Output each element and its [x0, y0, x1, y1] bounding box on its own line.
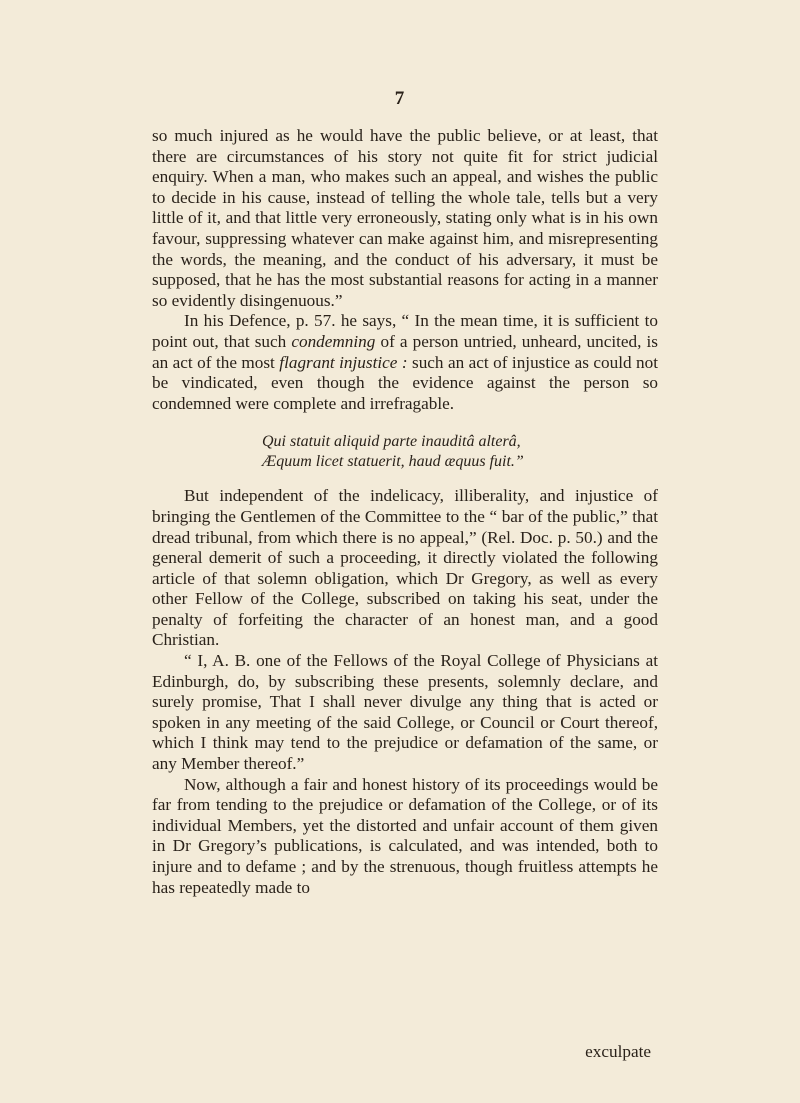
paragraph-2: [152, 311, 658, 414]
page-number: 7: [394, 88, 406, 109]
quotation-line-1: Qui statuit aliquid parte inauditâ alterâ,: [262, 433, 521, 451]
paragraph-3: But independent of the indelicacy, illiberality, and injustice of bringing the Gentlemen of the Committee to the “ bar of the public,” that dread tribunal, from which there is no appeal,” (Rel. Doc. p. 50.) and the general demerit of such a proceeding, it directly violated the following article of that solemn obligation, which Dr Gregory, as well as every other Fellow of the College, subscribed on taking his seat, under the penalty of forfeiting the character of an honest man, and a good Christian.: [152, 486, 658, 650]
paragraph-2-part-1: In his Defence, p. 57. he says, “ In the mean time, it is sufficient to point out, that such: [152, 311, 658, 351]
paragraph-4: “ I, A. B. one of the Fellows of the Royal College of Physicians at Edinburgh, do, by subscribing these presents, solemnly declare, and surely promise, That I shall never divulge any thing that is acted or spoken in any meeting of the said College, or Council or Court thereof, which I think may tend to the prejudice or defamation of the same, or any Member thereof.”: [152, 651, 658, 774]
quotation-line-2: Æquum licet statuerit, haud æquus fuit.”: [262, 453, 524, 471]
paragraph-2-part-5: such an act of injustice as could not be vindicated, even though the evidence against the person so condemned were complete and irrefragable.: [152, 352, 658, 413]
paragraph-2-part-3: of a person untried, unheard, uncited, is an act of the most: [152, 331, 658, 372]
paragraph-5: Now, although a fair and honest history of its proceedings would be far from tending to the prejudice or defamation of the College, or of its individual Members, yet the distorted and unfair account of them given in Dr Gregory’s publications, is calculated, and was intended, both to injure and to defame ; and by the strenuous, though fruitless attempts he has repeatedly made to: [152, 774, 658, 897]
catchword: exculpate: [585, 1042, 651, 1061]
emphasis-flagrant-injustice: flagrant injustice :: [279, 352, 408, 372]
paragraph-1: so much injured as he would have the public believe, or at least, that there are circumstances of his story not quite fit for strict judicial enquiry. When a man, who makes such an appeal, and wishes the public to decide in his cause, instead of telling the whole tale, tells but a very little of it, and that little very erroneously, stating only what is in his own favour, suppressing whatever can make against him, and misrepresenting the words, the meaning, and the conduct of his adversary, it must be supposed, that he has the most substantial reasons for acting in a manner so evidently disingenuous.”: [152, 126, 658, 310]
emphasis-condemning: condemning: [291, 331, 376, 351]
body-text: [152, 126, 658, 898]
latin-quotation: [152, 432, 658, 472]
